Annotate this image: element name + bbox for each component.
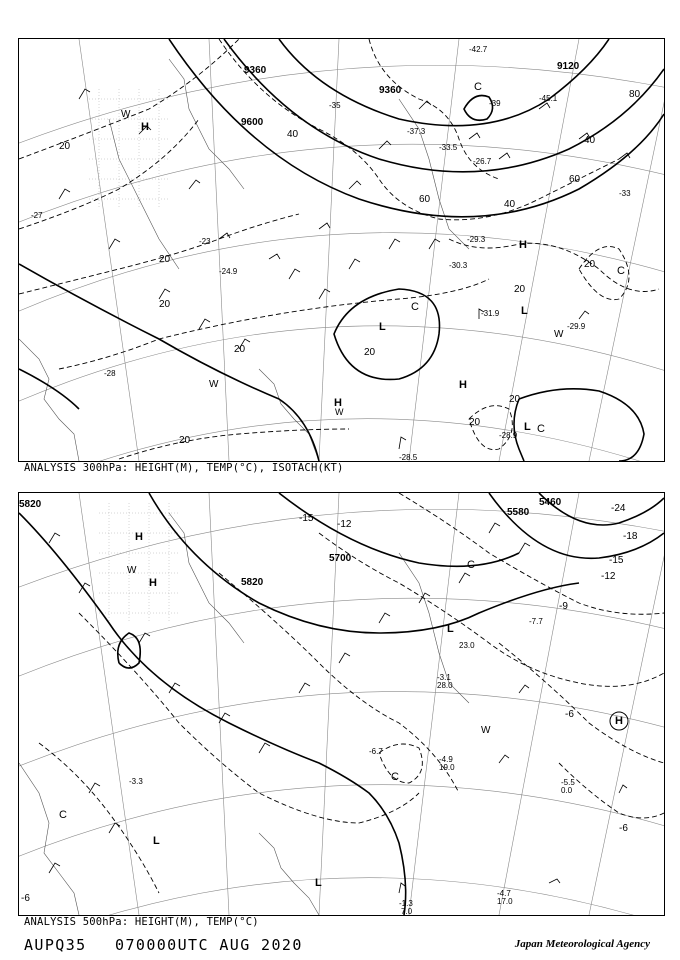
height-label: 9600 bbox=[241, 117, 264, 128]
temperature-label: -23 bbox=[199, 237, 211, 246]
temperature-label: -4.7 bbox=[497, 889, 511, 898]
temperature-label: -45.1 bbox=[539, 94, 558, 103]
cold-center: C bbox=[391, 771, 399, 783]
isotherm-label: -6 bbox=[565, 709, 574, 720]
temperature-label: -30.3 bbox=[449, 261, 468, 270]
temperature-label: -6.7 bbox=[369, 747, 383, 756]
temperature-label: 28.0 bbox=[437, 681, 453, 690]
high-center: H bbox=[519, 239, 527, 251]
high-center: H bbox=[135, 531, 143, 543]
temperature-label: -29.9 bbox=[567, 322, 586, 331]
isotach-label: 80 bbox=[629, 89, 641, 100]
temperature-label: -31.9 bbox=[481, 309, 500, 318]
low-center: L bbox=[153, 835, 160, 847]
height-label: 9360 bbox=[379, 85, 402, 96]
cold-center: C bbox=[59, 809, 67, 821]
map-300hpa bbox=[18, 38, 665, 462]
cold-center: C bbox=[617, 265, 625, 277]
temperature-label: -28.9 bbox=[499, 431, 518, 440]
cold-center: C bbox=[411, 301, 419, 313]
high-center: H bbox=[459, 379, 467, 391]
isotach-label: 20 bbox=[59, 141, 71, 152]
temperature-label: -35 bbox=[329, 101, 341, 110]
cold-center: C bbox=[474, 81, 482, 93]
isotach-label: 40 bbox=[504, 199, 516, 210]
temperature-label: -4.9 bbox=[439, 755, 453, 764]
temperature-label: 17.0 bbox=[497, 897, 513, 906]
high-center: H bbox=[615, 715, 623, 727]
temperature-label: -26.7 bbox=[473, 157, 492, 166]
high-center: H bbox=[141, 121, 149, 133]
isotach-label: 20 bbox=[179, 435, 191, 446]
isotherm-label: -15 bbox=[299, 513, 314, 524]
panel-caption-300hpa: ANALYSIS 300hPa: HEIGHT(M), TEMP(°C), ISOTACH(KT) bbox=[24, 462, 344, 474]
isotach-label: 40 bbox=[287, 129, 299, 140]
isotach-label: 20 bbox=[234, 344, 246, 355]
low-center: L bbox=[524, 421, 531, 433]
temperature-label: -37.3 bbox=[407, 127, 426, 136]
temperature-label: 0.0 bbox=[561, 786, 573, 795]
low-center: L bbox=[447, 623, 454, 635]
high-center: H bbox=[334, 397, 342, 409]
warm-center: W bbox=[121, 109, 131, 120]
isotach-label: 20 bbox=[159, 299, 171, 310]
cold-center: C bbox=[537, 423, 545, 435]
isotach-label: 60 bbox=[569, 174, 581, 185]
height-label: 9360 bbox=[244, 65, 267, 76]
isotach-label: 20 bbox=[509, 394, 521, 405]
isotherm-label: -15 bbox=[609, 555, 624, 566]
isotach-label: 20 bbox=[514, 284, 526, 295]
isotach-label: 20 bbox=[469, 417, 481, 428]
low-center: L bbox=[521, 305, 528, 317]
wind-barbs bbox=[59, 89, 630, 449]
temperature-label: -5.5 bbox=[561, 778, 575, 787]
warm-center: W bbox=[481, 725, 491, 736]
panel-caption-500hpa: ANALYSIS 500hPa: HEIGHT(M), TEMP(°C) bbox=[24, 916, 259, 928]
isotach-label: 60 bbox=[419, 194, 431, 205]
height-label: 5820 bbox=[19, 499, 42, 510]
temperature-label: -29.3 bbox=[467, 235, 486, 244]
isotherm-label: -12 bbox=[601, 571, 616, 582]
product-code: AUPQ35 bbox=[24, 936, 87, 954]
warm-center: W bbox=[127, 565, 137, 576]
isotherm-label: -9 bbox=[559, 601, 568, 612]
temperature-label: -3.1 bbox=[437, 673, 451, 682]
product-header bbox=[24, 936, 321, 954]
temperature-label: -3.3 bbox=[129, 777, 143, 786]
temperature-label: -27 bbox=[31, 211, 43, 220]
temperature-label: -39 bbox=[489, 99, 501, 108]
agency-credit: Japan Meteorological Agency bbox=[514, 938, 650, 950]
temperature-label: -28 bbox=[104, 369, 116, 378]
wind-barbs bbox=[49, 523, 627, 893]
warm-center: W bbox=[209, 379, 219, 390]
isotherm-label: -12 bbox=[337, 519, 352, 530]
high-center: H bbox=[149, 577, 157, 589]
isotherm-label: -6 bbox=[619, 823, 628, 834]
height-label: 5700 bbox=[329, 553, 352, 564]
temperature-label: 7.0 bbox=[401, 907, 413, 916]
isotherm-label: -6 bbox=[21, 893, 30, 904]
temperature-label: -42.7 bbox=[469, 45, 488, 54]
height-label: 5820 bbox=[241, 577, 264, 588]
isotach-label: 20 bbox=[159, 254, 171, 265]
isotach-label: 40 bbox=[584, 135, 596, 146]
cold-center: C bbox=[467, 559, 475, 571]
temperature-label: -28.5 bbox=[399, 453, 418, 462]
high-center-sub: W bbox=[335, 407, 344, 417]
temperature-label: -1.3 bbox=[399, 899, 413, 908]
temperature-label: 19.0 bbox=[439, 763, 455, 772]
height-label: 5580 bbox=[507, 507, 530, 518]
valid-time: 070000UTC AUG 2020 bbox=[115, 936, 303, 954]
temperature-label: -24.9 bbox=[219, 267, 238, 276]
low-center: L bbox=[315, 877, 322, 889]
height-label: 9120 bbox=[557, 61, 580, 72]
isotherm-label: -18 bbox=[623, 531, 638, 542]
height-label: 5460 bbox=[539, 497, 562, 508]
low-center: L bbox=[379, 321, 386, 333]
warm-center: W bbox=[554, 329, 564, 340]
temperature-label: -33.5 bbox=[439, 143, 458, 152]
temperature-label: -33 bbox=[619, 189, 631, 198]
temperature-label: -7.7 bbox=[529, 617, 543, 626]
map-500hpa bbox=[18, 492, 665, 916]
isotach-label: 20 bbox=[584, 259, 596, 270]
isotherm-label: -24 bbox=[611, 503, 626, 514]
temperature-label: 23.0 bbox=[459, 641, 475, 650]
isotach-label: 20 bbox=[364, 347, 376, 358]
